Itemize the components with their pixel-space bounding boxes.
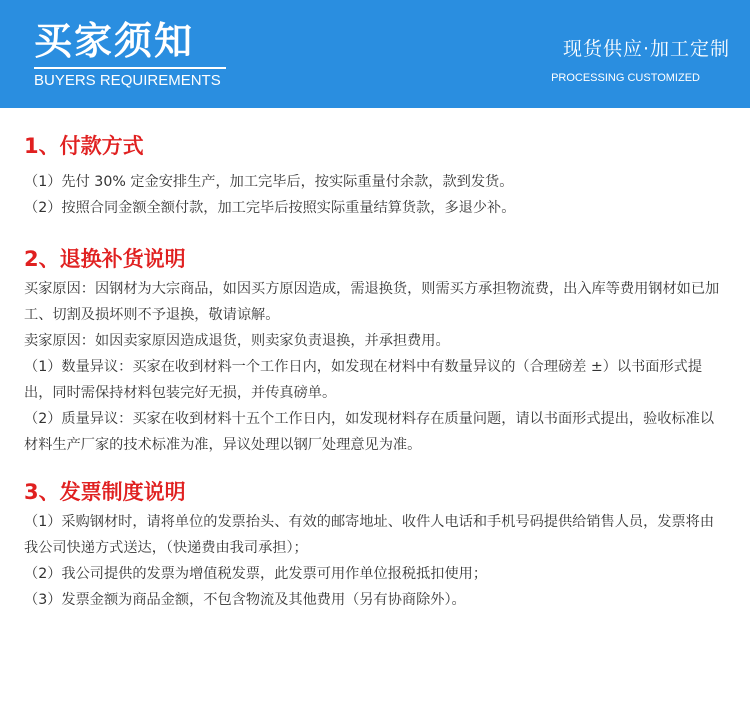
paragraph: 买家原因：因钢材为大宗商品，如因买方原因造成，需退换货，则需买方承担物流费，出入库等费用钢材如已加工、切割及损坏则不予退换，敬请谅解。	[24, 281, 720, 323]
paragraph: 卖家原因：如因卖家原因造成退货，则卖家负责退换，并承担费用。	[24, 333, 450, 349]
section-title: 3、发票制度说明	[24, 480, 186, 504]
section-returns	[24, 221, 728, 458]
paragraph: （1）先付 30% 定金安排生产，加工完毕后，按实际重量付余款，款到发货。	[24, 174, 514, 190]
slogan-en: PROCESSING CUSTOMIZED	[551, 72, 700, 84]
paragraph: （2）质量异议：买家在收到材料十五个工作日内，如发现材料存在质量问题，请以书面形式提出，验收标准以材料生产厂家的技术标准为准，异议处理以钢厂处理意见为准。	[24, 411, 715, 453]
slogan: 现货供应·加工定制	[562, 38, 730, 60]
section-title: 2、退换补货说明	[24, 247, 186, 271]
paragraph: （1）采购钢材时，请将单位的发票抬头、有效的邮寄地址、收件人电话和手机号码提供给销售人员，发票将由我公司快递方式送达，（快递费由我司承担）；	[24, 514, 715, 556]
section-invoice	[24, 458, 728, 613]
content	[0, 108, 750, 613]
paragraph: （1）数量异议：买家在收到材料一个工作日内，如发现在材料中有数量异议的（合理磅差 ±）以书面形式提出，同时需保持材料包装完好无损，并传真磅单。	[24, 359, 703, 401]
paragraph: （2）我公司提供的发票为增值税发票，此发票可用作单位报税抵扣使用；	[24, 566, 488, 582]
section-payment	[24, 108, 728, 221]
page-title: 买家须知	[34, 19, 195, 63]
header-banner	[0, 0, 750, 108]
section-title: 1、付款方式	[24, 134, 144, 158]
page-subtitle: BUYERS REQUIREMENTS	[34, 72, 221, 89]
paragraph: （3）发票金额为商品金额，不包含物流及其他费用（另有协商除外）。	[24, 592, 466, 608]
title-underline	[34, 67, 226, 69]
paragraph: （2）按照合同金额全额付款，加工完毕后按照实际重量结算货款，多退少补。	[24, 200, 516, 216]
